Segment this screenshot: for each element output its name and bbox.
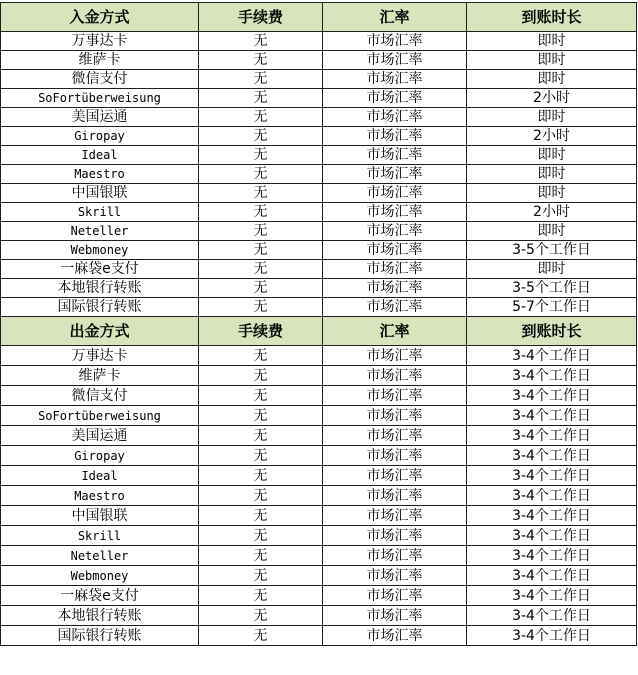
table-cell[interactable]: 中国银联	[1, 184, 199, 203]
table-cell[interactable]: 市场汇率	[323, 298, 467, 317]
table-cell[interactable]: 3-4个工作日	[467, 526, 637, 546]
table-cell[interactable]: Ideal	[1, 466, 199, 486]
deposit-rows	[1, 32, 637, 317]
table-cell[interactable]: 无	[199, 241, 323, 260]
table-cell[interactable]: 市场汇率	[323, 446, 467, 466]
deposit-header-row	[1, 3, 637, 32]
table-cell[interactable]: 即时	[467, 70, 637, 89]
table-cell[interactable]: 5-7个工作日	[467, 298, 637, 317]
table-cell[interactable]: Maestro	[1, 486, 199, 506]
table-cell[interactable]: 市场汇率	[323, 279, 467, 298]
table-cell[interactable]: 无	[199, 203, 323, 222]
table-cell[interactable]: 无	[199, 626, 323, 646]
table-cell[interactable]: 无	[199, 426, 323, 446]
table-row	[1, 546, 637, 566]
table-cell[interactable]: 无	[199, 406, 323, 426]
table-row	[1, 466, 637, 486]
table-cell[interactable]: 无	[199, 260, 323, 279]
table-cell[interactable]: 无	[199, 146, 323, 165]
table-cell[interactable]: 3-4个工作日	[467, 406, 637, 426]
table-cell[interactable]: Webmoney	[1, 566, 199, 586]
table-cell[interactable]: 中国银联	[1, 506, 199, 526]
payment-methods-table	[0, 2, 637, 646]
table-row	[1, 446, 637, 466]
table-row	[1, 426, 637, 446]
table-cell[interactable]: 美国运通	[1, 108, 199, 127]
table-cell[interactable]: 3-4个工作日	[467, 446, 637, 466]
table-cell[interactable]: 国际银行转账	[1, 298, 199, 317]
table-cell[interactable]: 无	[199, 222, 323, 241]
header-cell[interactable]: 手续费	[199, 317, 323, 346]
table-cell[interactable]: 无	[199, 526, 323, 546]
table-cell[interactable]: 即时	[467, 184, 637, 203]
table-row	[1, 89, 637, 108]
table-row	[1, 241, 637, 260]
table-cell[interactable]: 3-4个工作日	[467, 346, 637, 366]
table-cell[interactable]: 市场汇率	[323, 506, 467, 526]
table-cell[interactable]: 无	[199, 32, 323, 51]
table-cell[interactable]: 市场汇率	[323, 566, 467, 586]
table-cell[interactable]: 无	[199, 165, 323, 184]
table-row	[1, 506, 637, 526]
table-row	[1, 279, 637, 298]
table-cell[interactable]: 市场汇率	[323, 184, 467, 203]
table-row	[1, 406, 637, 426]
header-cell[interactable]: 手续费	[199, 3, 323, 32]
table-cell[interactable]: 无	[199, 446, 323, 466]
table-cell[interactable]: SoFortüberweisung	[1, 89, 199, 108]
table-cell[interactable]: 无	[199, 51, 323, 70]
table-cell[interactable]: 市场汇率	[323, 70, 467, 89]
table-row	[1, 626, 637, 646]
table-cell[interactable]: 无	[199, 366, 323, 386]
table-cell[interactable]: 微信支付	[1, 70, 199, 89]
table-cell[interactable]: 即时	[467, 260, 637, 279]
table-row	[1, 526, 637, 546]
table-cell[interactable]: 2小时	[467, 203, 637, 222]
table-cell[interactable]: 3-5个工作日	[467, 279, 637, 298]
table-row	[1, 606, 637, 626]
table-cell[interactable]: 3-4个工作日	[467, 506, 637, 526]
table-cell[interactable]: 市场汇率	[323, 241, 467, 260]
table-cell[interactable]: Giropay	[1, 446, 199, 466]
table-cell[interactable]: 市场汇率	[323, 466, 467, 486]
table-cell[interactable]: 无	[199, 108, 323, 127]
table-cell[interactable]: 美国运通	[1, 426, 199, 446]
table-cell[interactable]: 即时	[467, 222, 637, 241]
table-cell[interactable]: 无	[199, 566, 323, 586]
table-cell[interactable]: 无	[199, 546, 323, 566]
table-cell[interactable]: 市场汇率	[323, 526, 467, 546]
table-cell[interactable]: 即时	[467, 146, 637, 165]
table-cell[interactable]: 无	[199, 70, 323, 89]
table-cell[interactable]: 市场汇率	[323, 108, 467, 127]
table-cell[interactable]: 3-4个工作日	[467, 386, 637, 406]
table-cell[interactable]: 市场汇率	[323, 203, 467, 222]
table-row	[1, 165, 637, 184]
header-cell[interactable]: 到账时长	[467, 3, 637, 32]
table-cell[interactable]: 市场汇率	[323, 146, 467, 165]
header-cell[interactable]: 入金方式	[1, 3, 199, 32]
table-cell[interactable]: 市场汇率	[323, 486, 467, 506]
table-cell[interactable]: Ideal	[1, 146, 199, 165]
table-cell[interactable]: 3-4个工作日	[467, 426, 637, 446]
table-cell[interactable]: 市场汇率	[323, 260, 467, 279]
table-cell[interactable]: 市场汇率	[323, 386, 467, 406]
table-cell[interactable]: 维萨卡	[1, 366, 199, 386]
header-cell[interactable]: 到账时长	[467, 317, 637, 346]
table-cell[interactable]: 无	[199, 89, 323, 108]
withdrawal-header-row	[1, 317, 637, 346]
table-cell[interactable]: 微信支付	[1, 386, 199, 406]
table-cell[interactable]: 无	[199, 184, 323, 203]
table-row	[1, 184, 637, 203]
table-cell[interactable]: 市场汇率	[323, 586, 467, 606]
table-cell[interactable]: 2小时	[467, 89, 637, 108]
table-cell[interactable]: 一麻袋e支付	[1, 586, 199, 606]
table-row	[1, 51, 637, 70]
table-cell[interactable]: SoFortüberweisung	[1, 406, 199, 426]
table-cell[interactable]: 3-4个工作日	[467, 606, 637, 626]
table-cell[interactable]: 3-4个工作日	[467, 586, 637, 606]
table-cell[interactable]: 国际银行转账	[1, 626, 199, 646]
table-cell[interactable]: 无	[199, 586, 323, 606]
table-cell[interactable]: 无	[199, 486, 323, 506]
table-cell[interactable]: 万事达卡	[1, 32, 199, 51]
table-row	[1, 386, 637, 406]
table-cell[interactable]: Neteller	[1, 222, 199, 241]
table-cell[interactable]: 即时	[467, 32, 637, 51]
table-cell[interactable]: 即时	[467, 165, 637, 184]
header-cell[interactable]: 汇率	[323, 3, 467, 32]
table-cell[interactable]: 市场汇率	[323, 222, 467, 241]
table-cell[interactable]: 万事达卡	[1, 346, 199, 366]
table-row	[1, 346, 637, 366]
table-cell[interactable]: 本地银行转账	[1, 606, 199, 626]
table-cell[interactable]: 市场汇率	[323, 346, 467, 366]
table-row	[1, 127, 637, 146]
table-cell[interactable]: 市场汇率	[323, 51, 467, 70]
table-row	[1, 32, 637, 51]
table-row	[1, 366, 637, 386]
table-row	[1, 298, 637, 317]
table-cell[interactable]: 市场汇率	[323, 546, 467, 566]
table-cell[interactable]: 3-4个工作日	[467, 466, 637, 486]
table-cell[interactable]: 3-4个工作日	[467, 626, 637, 646]
table-row	[1, 586, 637, 606]
table-cell[interactable]: 无	[199, 346, 323, 366]
table-cell[interactable]: 3-4个工作日	[467, 486, 637, 506]
table-cell[interactable]: 市场汇率	[323, 366, 467, 386]
table-row	[1, 146, 637, 165]
table-row	[1, 222, 637, 241]
table-cell[interactable]: 3-4个工作日	[467, 566, 637, 586]
table-row	[1, 70, 637, 89]
table-cell[interactable]: Maestro	[1, 165, 199, 184]
header-cell[interactable]: 汇率	[323, 317, 467, 346]
table-cell[interactable]: 市场汇率	[323, 406, 467, 426]
table-row	[1, 566, 637, 586]
table-cell[interactable]: 市场汇率	[323, 89, 467, 108]
table-cell[interactable]: Neteller	[1, 546, 199, 566]
table-cell[interactable]: 3-5个工作日	[467, 241, 637, 260]
table-cell[interactable]: 即时	[467, 108, 637, 127]
table-cell[interactable]: 2小时	[467, 127, 637, 146]
table-cell[interactable]: 无	[199, 298, 323, 317]
table-cell[interactable]: 市场汇率	[323, 606, 467, 626]
header-cell[interactable]: 出金方式	[1, 317, 199, 346]
table-cell[interactable]: 无	[199, 279, 323, 298]
withdrawal-rows	[1, 346, 637, 646]
table-cell[interactable]: 即时	[467, 51, 637, 70]
table-cell[interactable]: 3-4个工作日	[467, 366, 637, 386]
table-cell[interactable]: Skrill	[1, 203, 199, 222]
table-cell[interactable]: 无	[199, 506, 323, 526]
table-row	[1, 203, 637, 222]
table-cell[interactable]: 无	[199, 386, 323, 406]
table-cell[interactable]: 本地银行转账	[1, 279, 199, 298]
table-cell[interactable]: 无	[199, 127, 323, 146]
table-row	[1, 260, 637, 279]
table-cell[interactable]: Giropay	[1, 127, 199, 146]
table-row	[1, 108, 637, 127]
table-cell[interactable]: 市场汇率	[323, 127, 467, 146]
table-cell[interactable]: Webmoney	[1, 241, 199, 260]
table-cell[interactable]: 市场汇率	[323, 165, 467, 184]
table-cell[interactable]: 一麻袋e支付	[1, 260, 199, 279]
table-cell[interactable]: 3-4个工作日	[467, 546, 637, 566]
table-cell[interactable]: Skrill	[1, 526, 199, 546]
table-cell[interactable]: 无	[199, 606, 323, 626]
table-cell[interactable]: 市场汇率	[323, 32, 467, 51]
table-cell[interactable]: 市场汇率	[323, 426, 467, 446]
table-cell[interactable]: 市场汇率	[323, 626, 467, 646]
table-row	[1, 486, 637, 506]
table-cell[interactable]: 维萨卡	[1, 51, 199, 70]
table-cell[interactable]: 无	[199, 466, 323, 486]
